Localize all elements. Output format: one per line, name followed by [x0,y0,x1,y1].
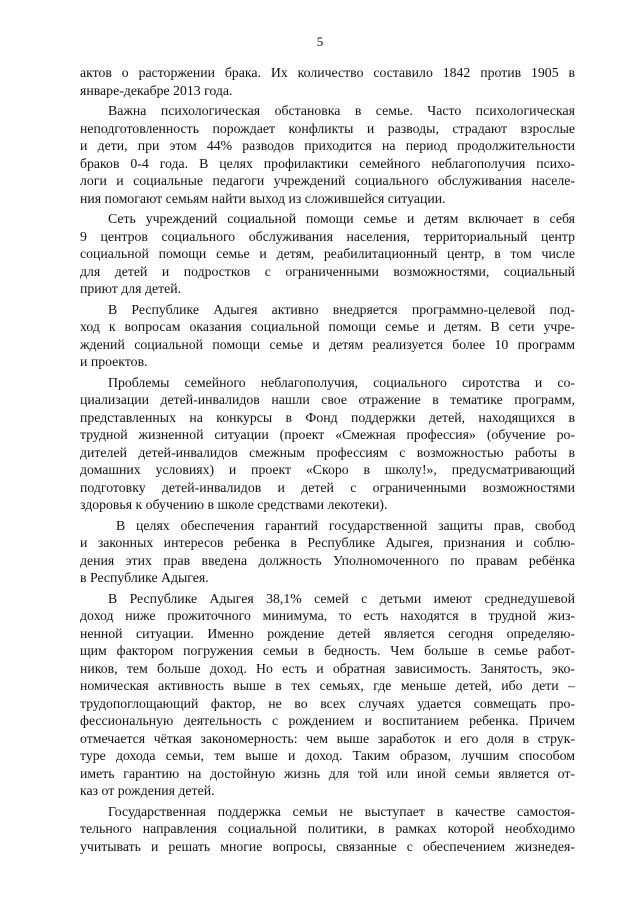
paragraph-1 [80,64,575,99]
text-line: щим фактором погружения семьи в бедность. Чем больше в семье работ- [80,643,575,658]
text-line: логи и социальные педагоги учреждений социального обслуживания населе- [80,173,575,188]
text-line: для детей и подростков с ограниченными возможностями, социальный [80,263,575,279]
text-line: тельного направления социальной политики, в рамках которой необходимо [80,821,575,836]
text-line: приют для детей. [80,281,182,296]
text-line: социальной помощи семье и детям, реабилитационный центр, в том числе [80,246,575,261]
text-line: учитывать и решать многие вопросы, связанные с обеспечением жизнедея- [80,838,575,854]
paragraph-7 [80,590,575,800]
text-line: и дети, при этом 44% разводов приходится на период продолжительности [80,138,575,153]
text-line: дителей детей-инвалидов смежным профессиям с возможностью работы в [80,444,575,460]
text-line: фессиональную деятельность с рождением и воспитанием ребенка. Причем [80,713,575,728]
text-line: иметь гарантию на достойную жизнь для той или иной семьи является от- [80,765,575,781]
text-line: домашних условиях) и проект «Скоро в школу!», предусматривающий [80,462,575,477]
text-line: туре дохода семьи, тем выше и доход. Таким образом, лучшим способом [80,748,575,763]
page-number: 5 [316,34,324,49]
text-line: Государственная поддержка семьи не выступает в качестве самостоя- [108,803,575,819]
text-line: Важна психологическая обстановка в семье. Часто психологическая [108,103,575,118]
text-line: ход к вопросам оказания социальной помощи семье и детям. В сети учре- [80,319,575,334]
text-line: неподготовленность порождает конфликты и разводы, страдают взрослые [80,120,575,136]
text-line: ников, тем больше доход. Но есть и обратная зависимость. Занятость, эко- [80,660,575,676]
text-line: дения этих прав введена должность Уполномоченного по правам ребёнка [80,552,575,568]
text-line: каз от рождения детей. [80,783,215,798]
text-line: трудопоглощающий фактор, не во всех случаях удается совмещать про- [80,695,575,711]
text-line: отмечается чёткая закономерность: чем выше заработок и его доля в струк- [80,730,575,746]
text-line: В Республике Адыгея активно внедряется программно-целевой под- [108,301,575,317]
text-line: и законных интересов ребенка в Республике Адыгея, признания и соблю- [80,535,575,550]
text-line: циализации детей-инвалидов нашли свое отражение в тематике программ, [80,392,575,407]
paragraph-2 [80,102,575,207]
text-line: трудной жизненной ситуации (проект «Смежная профессия» (обучение ро- [80,427,575,442]
paragraph-4 [80,301,575,371]
paragraph-5 [80,374,575,514]
text-line: номическая активность выше в тех семьях, где меньше детей, ибо дети – [80,678,575,693]
text-line: 9 центров социального обслуживания населения, территориальный центр [80,228,575,244]
paragraph-6 [80,517,575,587]
text-line: здоровья к обучению в школе средствами лекотеки). [80,497,388,512]
text-line: ния помогают семьям найти выход из сложившейся ситуации. [80,190,446,206]
text-line: В Республике Адыгея 38,1% семей с детьми имеют среднедушевой [108,590,575,606]
text-line: ждений социальной помощи семье и детям реализуется более 10 программ [80,336,575,352]
body-text [80,64,575,858]
text-line: ненной ситуации. Именно рождение детей является сегодня определяю- [80,625,575,641]
paragraph-8 [80,803,575,856]
paragraph-3 [80,210,575,298]
text-line: январе-декабре 2013 года. [80,82,233,98]
text-line: подготовку детей-инвалидов и детей с ограниченными возможностями [80,479,575,495]
text-line: доход ниже прожиточного минимума, то есть находятся в трудной жиз- [80,608,575,623]
text-line: В целях обеспечения гарантий государственной защиты прав, свобод [116,517,575,533]
text-line: представленных на конкурсы в Фонд поддержки детей, находящихся в [80,409,575,425]
text-line: браков 0-4 года. В целях профилактики семейного неблагополучия психо- [80,155,575,171]
text-line: Сеть учреждений социальной помощи семье и детям включает в себя [108,211,575,226]
text-line: в Республике Адыгея. [80,570,209,585]
text-line: актов о расторжении брака. Их количество составило 1842 против 1905 в [80,65,575,80]
text-line: и проектов. [80,354,148,369]
text-line: Проблемы семейного неблагополучия, социального сиротства и со- [108,374,575,390]
